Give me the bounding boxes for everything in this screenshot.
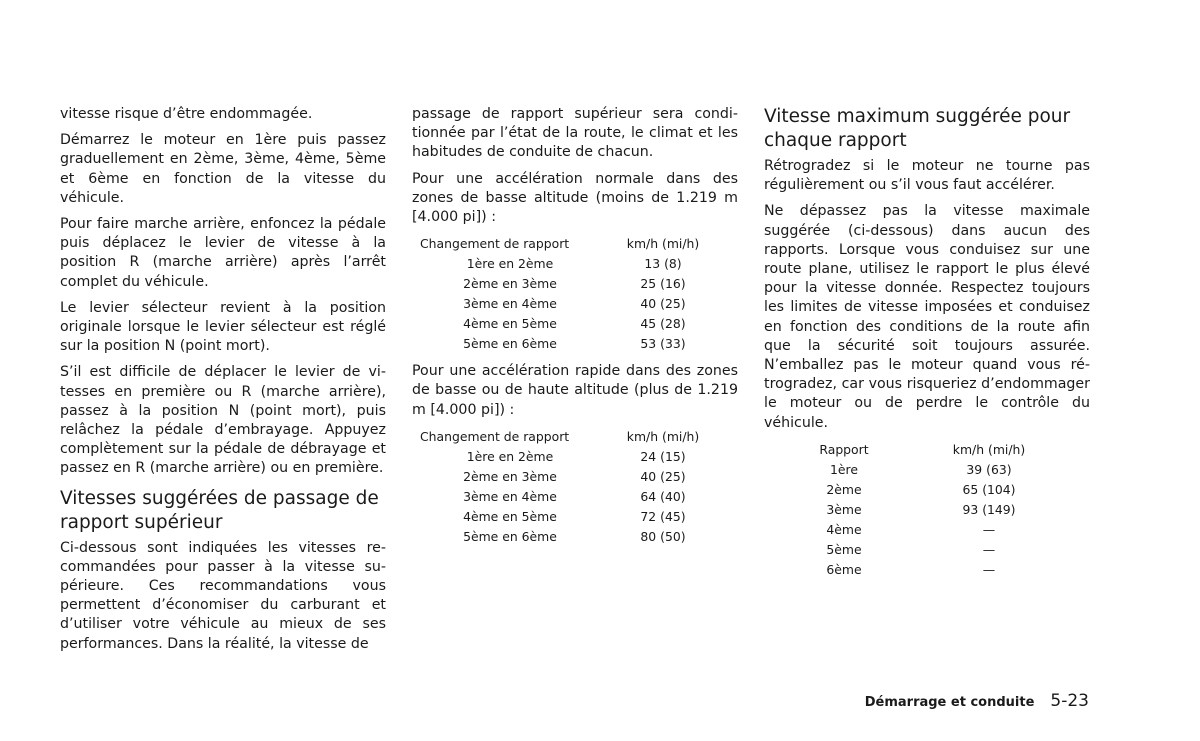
paragraph: Le levier sélecteur revient à la position originale lorsque le levier sélecteur est réglé sur la position N (point mort). xyxy=(60,299,386,355)
table-cell: 13 (8) xyxy=(644,256,682,272)
table-cell: 6ème xyxy=(826,561,862,577)
paragraph: Ci-dessous sont indiquées les vitesses recommandées pour passer à la vitesse supérieure. Ces recommandations vous permettent d’économiser du carburant et d’utiliser votre véhicule au mieux de ses performances. Dans la réalité, la vitesse de xyxy=(60,539,386,652)
table-row xyxy=(412,507,718,527)
table-cell: 39 (63) xyxy=(966,461,1012,477)
table-cell: 5ème en 6ème xyxy=(463,528,557,544)
paragraph: Pour faire marche arrière, enfoncez la pédale puis déplacez le levier de vitesse à la position R (marche arrière) après l’arrêt complet du véhicule. xyxy=(60,216,386,290)
table-cell: 25 (16) xyxy=(640,276,686,292)
table-header: Changement de rapport xyxy=(420,236,570,252)
paragraph: passage de rapport supérieur sera conditionnée par l’état de la route, le climat et les habitudes de conduite de chacun. xyxy=(412,106,738,161)
table-cell: — xyxy=(982,561,996,577)
table-cell: 5ème en 6ème xyxy=(463,336,557,352)
table-row xyxy=(412,314,718,334)
table-row xyxy=(794,460,1084,480)
table-cell: 64 (40) xyxy=(640,488,686,504)
table-cell: 2ème en 3ème xyxy=(463,468,557,484)
paragraph: S’il est difficile de déplacer le levier de vitesses en première ou R (marche arrière), passez à la position N (point mort), puis relâchez la pédale d’embrayage. Appuyez complètement sur la pédale de débrayage et passez en R (marche arrière) ou en première. xyxy=(60,364,386,477)
table-row xyxy=(412,467,718,487)
column-middle xyxy=(412,105,738,555)
column-left xyxy=(60,105,386,661)
column-right xyxy=(764,105,1090,588)
table-row xyxy=(412,447,718,467)
table-header: km/h (mi/h) xyxy=(626,236,700,252)
table-row xyxy=(794,480,1084,500)
paragraph: Pour une accélération normale dans des zones de basse altitude (moins de 1.219 m [4.000 pi]) : xyxy=(412,170,738,226)
table-row xyxy=(794,540,1084,560)
table-cell: 24 (15) xyxy=(640,448,686,464)
table-row xyxy=(412,334,718,354)
table-cell: 1ère en 2ème xyxy=(466,256,554,272)
table-cell: 4ème en 5ème xyxy=(463,316,557,332)
shift-speed-table-normal xyxy=(412,234,718,354)
paragraph: Pour une accélération rapide dans des zones de basse ou de haute altitude (plus de 1.219 m [4.000 pi]) : xyxy=(412,363,738,418)
table-cell: 45 (28) xyxy=(640,316,686,332)
table-cell: 93 (149) xyxy=(962,501,1016,517)
table-cell: 4ème en 5ème xyxy=(463,508,557,524)
table-row xyxy=(412,527,718,547)
footer-section-title: Démarrage et conduite xyxy=(864,695,1035,710)
table-cell: 72 (45) xyxy=(640,508,686,524)
shift-speed-table-rapid xyxy=(412,427,718,547)
table-cell: 4ème xyxy=(826,521,862,537)
table-cell: 53 (33) xyxy=(640,336,686,352)
section-heading: Vitesses suggérées de passage de rapport supérieur xyxy=(60,487,379,533)
section-heading: Vitesse maximum suggérée pour chaque rapport xyxy=(764,106,1071,151)
table-cell: — xyxy=(982,521,996,537)
table-row xyxy=(794,560,1084,580)
max-speed-table xyxy=(794,440,1084,580)
table-cell: 80 (50) xyxy=(640,528,686,544)
table-cell: 3ème xyxy=(826,501,862,517)
table-row xyxy=(794,520,1084,540)
table-cell: 2ème en 3ème xyxy=(463,276,557,292)
table-cell: 65 (104) xyxy=(962,481,1016,497)
paragraph: Démarrez le moteur en 1ère puis passez graduellement en 2ème, 3ème, 4ème, 5ème et 6ème en fonction de la vitesse du véhicule. xyxy=(60,132,386,206)
table-row xyxy=(412,487,718,507)
table-cell: 2ème xyxy=(826,481,862,497)
table-row xyxy=(412,254,718,274)
table-cell: 3ème en 4ème xyxy=(463,296,557,312)
table-header: km/h (mi/h) xyxy=(626,428,700,444)
paragraph: Ne dépassez pas la vitesse maximale suggérée (ci-dessous) dans aucun des rapports. Lorsque vous conduisez sur une route plane, utilisez le rapport le plus élevé pour la vitesse donnée. Respectez toujours les limites de vitesse imposées et conduisez en fonction des conditions de la route afin que la sécurité soit toujours assurée. N’emballez pas le moteur quand vous rétrogradez, car vous risqueriez d’endommager le moteur ou de perdre le contrôle du véhicule. xyxy=(764,203,1090,431)
table-header: Changement de rapport xyxy=(420,428,570,444)
table-cell: 40 (25) xyxy=(640,296,686,312)
table-cell: 1ère en 2ème xyxy=(466,448,554,464)
table-cell: 40 (25) xyxy=(640,468,686,484)
table-cell: — xyxy=(982,541,996,557)
table-header: km/h (mi/h) xyxy=(952,441,1026,457)
table-header: Rapport xyxy=(819,441,869,457)
table-cell: 5ème xyxy=(826,541,862,557)
table-row xyxy=(794,500,1084,520)
paragraph: Rétrogradez si le moteur ne tourne pas régulièrement ou s’il vous faut accélérer. xyxy=(764,158,1090,194)
table-cell: 1ère xyxy=(830,461,858,477)
table-row xyxy=(412,274,718,294)
page-footer xyxy=(865,691,1089,711)
paragraph: vitesse risque d’être endommagée. xyxy=(60,106,313,122)
table-cell: 3ème en 4ème xyxy=(463,488,557,504)
page-number: 5-23 xyxy=(1050,691,1089,711)
table-row xyxy=(412,294,718,314)
